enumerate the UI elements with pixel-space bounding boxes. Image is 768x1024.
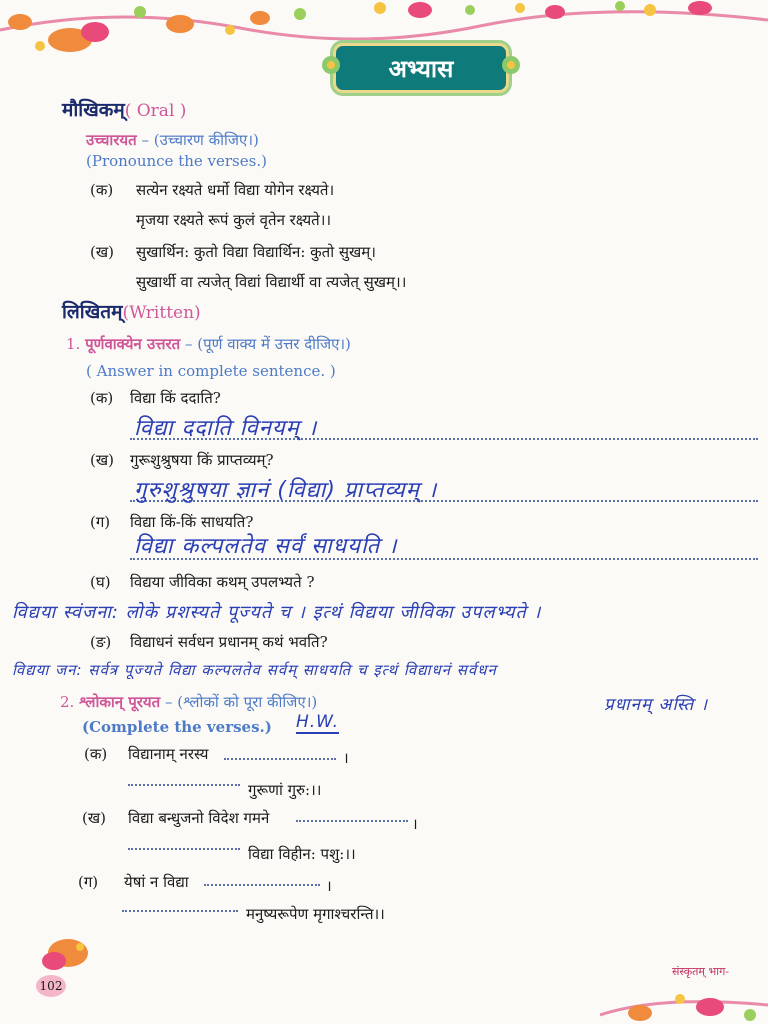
blank-line [128,848,240,850]
written-heading [62,298,201,324]
verse-marker: (क) [84,745,108,763]
oral-instruction [86,130,259,150]
q2-instruction-text: श्लोकान् पूरयत [79,693,161,711]
verse-line: सत्येन रक्ष्यते धर्मो विद्या योगेन रक्ष्यते। [136,181,335,199]
blank-line [122,910,238,912]
verse-end: । [326,877,332,895]
question-marker: (ङ) [90,633,112,651]
question-text: विद्याधनं सर्वधन प्रधानम् कथं भवति? [130,633,328,651]
q2-number: 2. [60,693,75,711]
verse-start: विद्या बन्धुजनो विदेश गमने [128,809,270,827]
verse-start: येषां न विद्या [124,873,189,891]
oral-instruction-text: उच्चारयत [86,131,137,149]
verse-line: सुखार्थिन: कुतो विद्या विद्यार्थिन: कुतो सुखम्। [136,243,376,261]
book-title: संस्कृतम् भाग- [672,965,729,978]
q2-instruction [60,692,317,712]
question-marker: (ख) [90,451,114,469]
handwritten-answer: गुरुशुश्रुषया ज्ञानं (विद्या) प्राप्तव्यम् । [134,478,438,503]
verse-marker: (ग) [78,873,99,891]
verse-marker: (ख) [90,243,114,261]
q1-instruction-en: ( Answer in complete sentence. ) [86,362,336,380]
question-text: विद्यया जीविका कथम् उपलभ्यते ? [130,573,315,591]
blank-line [296,820,408,822]
flower-icon [322,56,340,74]
handwritten-answer: विद्या ददाति विनयम् । [134,416,318,441]
written-heading-text: लिखितम् [62,301,123,323]
q2-instruction-en: (Complete the verses.) [82,718,272,736]
q1-instruction-hi: – (पूर्ण वाक्य में उत्तर दीजिए।) [185,335,351,353]
question-text: गुरूशुश्रुषया किं प्राप्तव्यम्? [130,451,274,469]
verse-marker: (क) [90,181,114,199]
q2-instruction-hi: – (श्लोकों को पूरा कीजिए।) [164,693,318,711]
verse-start: विद्यानाम् नरस्य [128,745,209,763]
question-marker: (घ) [90,573,111,591]
written-heading-en: (Written) [122,303,201,323]
blank-line [128,784,240,786]
blank-line [224,758,336,760]
q1-instruction [66,334,351,354]
question-marker: (ग) [90,513,111,531]
question-text: विद्या किं-किं साधयति? [130,513,254,531]
oral-heading-en: ( Oral ) [124,101,187,121]
oral-instruction-en: (Pronounce the verses.) [86,152,267,170]
q1-number: 1. [66,335,81,353]
oral-instruction-hi: – (उच्चारण कीजिए।) [141,131,259,149]
handwritten-answer: विद्यया स्वंजना: लोके प्रशस्यते पूज्यते च । इत्थं विद्यया जीविका उपलभ्यते । [12,602,542,623]
verse-end: । [343,749,349,767]
exercise-title-text: अभ्यास [388,53,454,83]
oral-heading-text: मौखिकम् [62,99,125,121]
verse-end: । [412,815,418,833]
oral-heading [62,96,186,122]
exercise-title [333,43,509,93]
question-marker: (क) [90,389,114,407]
verse-line: सुखार्थी वा त्यजेत् विद्यां विद्यार्थी वा त्यजेत् सुखम्।। [136,273,407,291]
verse-end: विद्या विहीन: पशु:।। [248,845,356,863]
verse-marker: (ख) [82,809,106,827]
page-number: 102 [36,975,66,997]
verse-end: मनुष्यरूपेण मृगाश्चरन्ति।। [246,905,385,923]
handwritten-answer-cont: प्रधानम् अस्ति । [604,695,709,715]
verse-end: गुरूणां गुरु:।। [248,781,322,799]
q1-instruction-text: पूर्णवाक्येन उत्तरत [85,335,181,353]
homework-note: H.W. [296,712,340,732]
flower-icon [502,56,520,74]
verse-line: मृजया रक्ष्यते रूपं कुलं वृतेन रक्ष्यते।। [136,211,332,229]
handwritten-answer: विद्या कल्पलतेव सर्वं साधयति । [134,534,398,559]
question-text: विद्या किं ददाति? [130,389,221,407]
floral-border-bottom [600,985,768,1024]
handwritten-answer: विद्यया जन: सर्वत्र पूज्यते विद्या कल्पलतेव सर्वम् साधयति च इत्थं विद्याधनं सर्वधन [12,661,497,679]
blank-line [204,884,320,886]
